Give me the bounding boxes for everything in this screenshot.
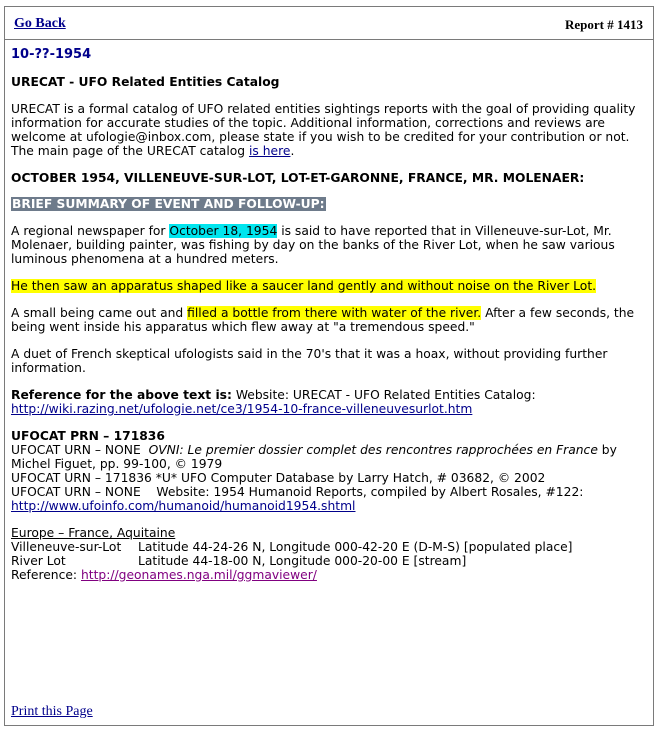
place-name: Villeneuve-sur-Lot <box>11 540 122 554</box>
summary-heading-line <box>11 197 647 211</box>
place-coords: Latitude 44-18-00 N, Longitude 000-20-00 E [stream] <box>138 554 467 568</box>
ufocat-line1-prefix: UFOCAT URN – NONE <box>11 443 149 457</box>
place-coords: Latitude 44-24-26 N, Longitude 000-42-20 E (D-M-S) [populated place] <box>138 540 573 554</box>
ufocat-title: UFOCAT PRN – 171836 <box>11 429 165 443</box>
p3-before: A small being came out and <box>11 306 188 320</box>
intro-text: URECAT is a formal catalog of UFO related entities sightings reports with the goal of providing quality information for accurate studies of the topic. Additional information, corrections and reviews are welcome at ufologie@inbox.com, please state if you wish to be credited for your contribution or not. The main page of the URECAT catalog <box>11 102 636 158</box>
p1-date: October 18, 1954 <box>169 224 278 238</box>
case-title: OCTOBER 1954, VILLENEUVE-SUR-LOT, LOT-ET-GARONNE, FRANCE, MR. MOLENAER: <box>11 171 585 185</box>
reference-label: Reference for the above text is: <box>11 388 232 402</box>
place-name: River Lot <box>11 554 66 568</box>
paragraph-2 <box>11 279 647 293</box>
print-page-link[interactable]: Print this Page <box>11 704 93 719</box>
paragraph-4: A duet of French skeptical ufologists said in the 70's that it was a hoax, without providing further information. <box>11 347 608 375</box>
p1-after: is said to have reported that in Villeneuve-sur-Lot, Mr. Molenaer, building painter, was fishing by day on the banks of the River Lot, when he saw various luminous phenomena at a hundred meters. <box>11 224 615 266</box>
geo-block <box>11 526 647 582</box>
geo-region: Europe – France, Aquitaine <box>11 526 176 540</box>
report-frame <box>4 6 654 726</box>
p3-after: After a few seconds, the being went inside his apparatus which flew away at "a tremendous speed." <box>11 306 635 334</box>
p2-highlight: He then saw an apparatus shaped like a saucer land gently and without noise on the River Lot. <box>11 279 597 293</box>
report-number: Report # 1413 <box>565 17 643 32</box>
ufocat-link[interactable]: http://www.ufoinfo.com/humanoid/humanoid1954.shtml <box>11 499 356 513</box>
ufocat-line2: UFOCAT URN – 171836 *U* UFO Computer Database by Larry Hatch, # 03682, © 2002 <box>11 471 546 485</box>
intro-paragraph <box>11 102 647 158</box>
report-date: 10-??-1954 <box>11 47 92 62</box>
reference-paragraph <box>11 388 647 416</box>
ufocat-line1-suffix: by Michel Figuet, pp. 99-100, © 1979 <box>11 443 617 471</box>
catalog-title: URECAT - UFO Related Entities Catalog <box>11 75 280 89</box>
header-bar <box>5 7 653 40</box>
ufocat-book-title: OVNI: Le premier dossier complet des rencontres rapprochées en France <box>148 443 598 457</box>
intro-end: . <box>290 144 295 158</box>
main-page-link[interactable]: is here <box>248 144 291 158</box>
reference-text: Website: URECAT - UFO Related Entities Catalog: <box>231 388 536 402</box>
geonames-link[interactable]: http://geonames.nga.mil/ggmaviewer/ <box>80 568 317 582</box>
p3-highlight: filled a bottle from there with water of the river. <box>187 306 482 320</box>
ufocat-block <box>11 429 647 513</box>
geo-reference-label: Reference: <box>11 568 81 582</box>
go-back-link[interactable]: Go Back <box>14 16 66 31</box>
reference-link[interactable]: http://wiki.razing.net/ufologie.net/ce3/1954-10-france-villeneuvesurlot.htm <box>11 402 473 416</box>
paragraph-3 <box>11 306 647 334</box>
p1-before: A regional newspaper for <box>11 224 170 238</box>
paragraph-1 <box>11 224 647 266</box>
ufocat-line3: UFOCAT URN – NONE Website: 1954 Humanoid Reports, compiled by Albert Rosales, #122: <box>11 485 584 499</box>
report-content <box>11 48 647 582</box>
summary-heading: BRIEF SUMMARY OF EVENT AND FOLLOW-UP: <box>12 197 325 211</box>
